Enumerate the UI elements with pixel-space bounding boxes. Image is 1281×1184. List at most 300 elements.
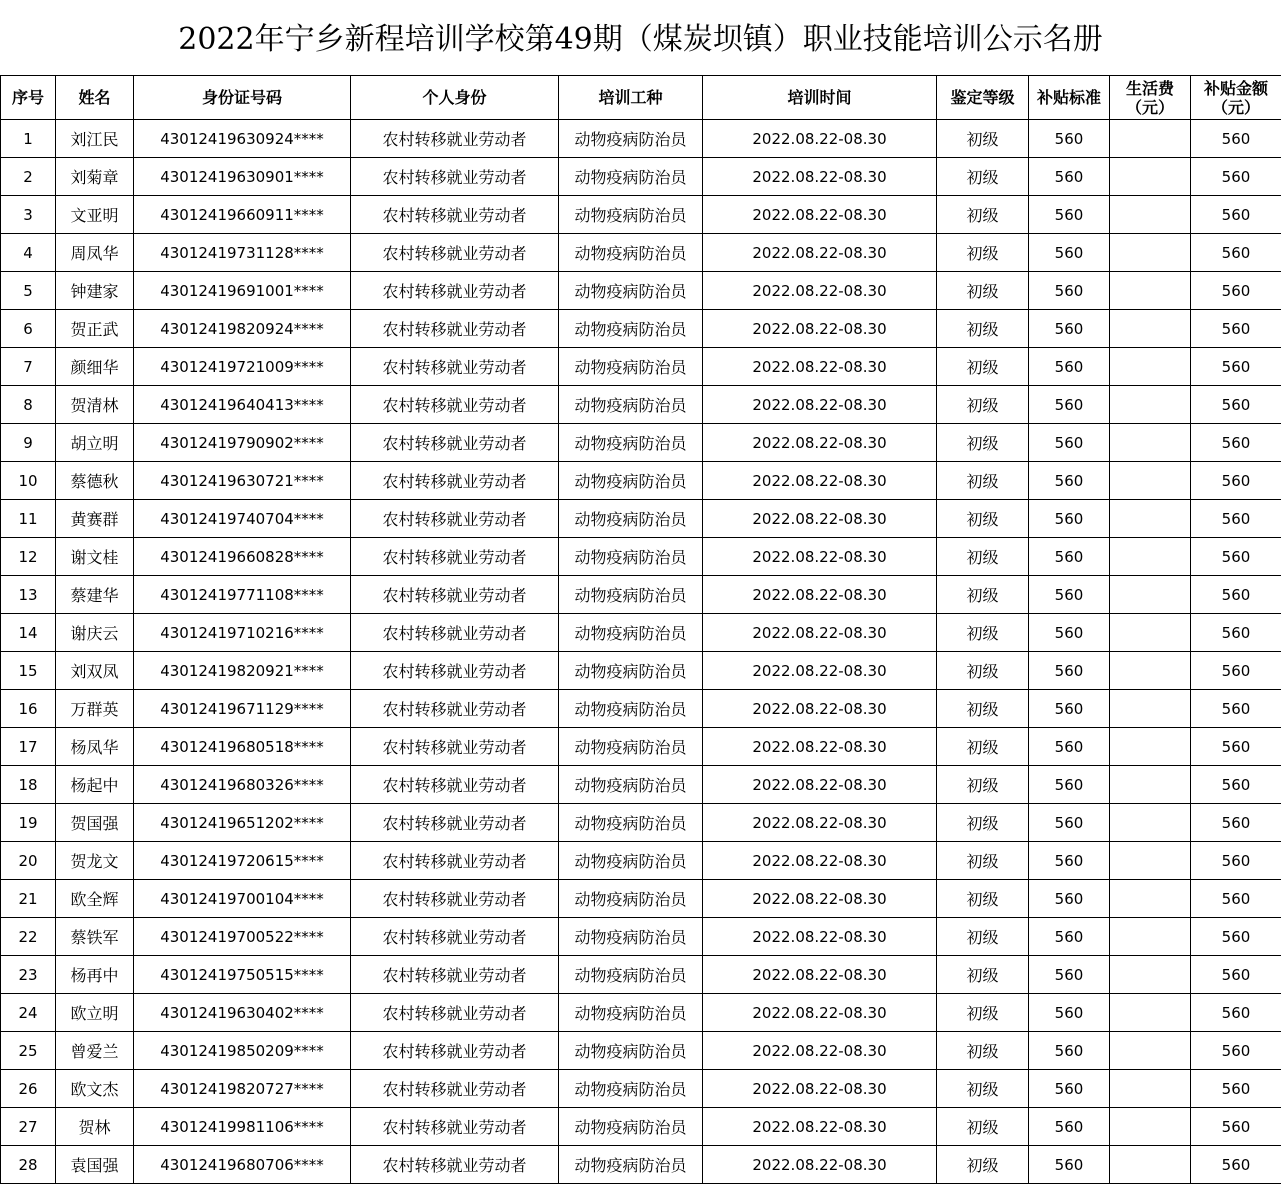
id-number-cell: 43012419630924**** — [134, 120, 351, 158]
trade-cell: 动物疫病防治员 — [559, 158, 703, 196]
name-cell: 贺龙文 — [56, 842, 134, 880]
table-row — [1, 196, 1281, 234]
identity-cell: 农村转移就业劳动者 — [351, 272, 559, 310]
index-cell: 1 — [1, 120, 56, 158]
subsidy-amount-cell: 560 — [1191, 310, 1281, 348]
identity-cell: 农村转移就业劳动者 — [351, 158, 559, 196]
name-cell: 蔡德秋 — [56, 462, 134, 500]
table-row — [1, 310, 1281, 348]
trade-cell: 动物疫病防治员 — [559, 1032, 703, 1070]
subsidy-amount-cell: 560 — [1191, 956, 1281, 994]
identity-cell: 农村转移就业劳动者 — [351, 538, 559, 576]
training-time-cell: 2022.08.22-08.30 — [703, 1108, 937, 1146]
subsidy-amount-cell: 560 — [1191, 462, 1281, 500]
subsidy-amount-cell: 560 — [1191, 158, 1281, 196]
index-cell: 22 — [1, 918, 56, 956]
subsidy-amount-cell: 560 — [1191, 348, 1281, 386]
table-row — [1, 272, 1281, 310]
table-row — [1, 842, 1281, 880]
living-expense-cell — [1110, 918, 1191, 956]
trade-cell: 动物疫病防治员 — [559, 424, 703, 462]
id-number-cell: 43012419820727**** — [134, 1070, 351, 1108]
trade-cell: 动物疫病防治员 — [559, 272, 703, 310]
subsidy-standard-cell: 560 — [1029, 272, 1110, 310]
identity-cell: 农村转移就业劳动者 — [351, 1070, 559, 1108]
name-cell: 曾爱兰 — [56, 1032, 134, 1070]
level-cell: 初级 — [937, 842, 1029, 880]
level-cell: 初级 — [937, 1146, 1029, 1184]
identity-cell: 农村转移就业劳动者 — [351, 918, 559, 956]
training-time-cell: 2022.08.22-08.30 — [703, 120, 937, 158]
subsidy-standard-cell: 560 — [1029, 956, 1110, 994]
subsidy-amount-cell: 560 — [1191, 1146, 1281, 1184]
id-number-cell: 43012419820921**** — [134, 652, 351, 690]
header-row — [1, 76, 1281, 120]
table-row — [1, 386, 1281, 424]
subsidy-standard-cell: 560 — [1029, 576, 1110, 614]
table-row — [1, 1032, 1281, 1070]
level-cell: 初级 — [937, 462, 1029, 500]
living-expense-cell — [1110, 842, 1191, 880]
subsidy-amount-cell: 560 — [1191, 842, 1281, 880]
level-cell: 初级 — [937, 880, 1029, 918]
level-cell: 初级 — [937, 120, 1029, 158]
index-cell: 27 — [1, 1108, 56, 1146]
name-cell: 杨起中 — [56, 766, 134, 804]
level-cell: 初级 — [937, 766, 1029, 804]
table-row — [1, 880, 1281, 918]
living-expense-cell — [1110, 272, 1191, 310]
id-number-cell: 43012419630901**** — [134, 158, 351, 196]
subsidy-standard-cell: 560 — [1029, 158, 1110, 196]
index-cell: 15 — [1, 652, 56, 690]
id-number-cell: 43012419700104**** — [134, 880, 351, 918]
subsidy-amount-cell: 560 — [1191, 690, 1281, 728]
subsidy-standard-cell: 560 — [1029, 614, 1110, 652]
subsidy-standard-cell: 560 — [1029, 652, 1110, 690]
trade-cell: 动物疫病防治员 — [559, 576, 703, 614]
subsidy-amount-cell: 560 — [1191, 1032, 1281, 1070]
identity-cell: 农村转移就业劳动者 — [351, 994, 559, 1032]
training-time-cell: 2022.08.22-08.30 — [703, 918, 937, 956]
training-time-cell: 2022.08.22-08.30 — [703, 1032, 937, 1070]
living-expense-cell — [1110, 538, 1191, 576]
table-row — [1, 234, 1281, 272]
index-cell: 26 — [1, 1070, 56, 1108]
subsidy-standard-cell: 560 — [1029, 804, 1110, 842]
level-cell: 初级 — [937, 196, 1029, 234]
level-cell: 初级 — [937, 310, 1029, 348]
table-row — [1, 1108, 1281, 1146]
name-cell: 贺林 — [56, 1108, 134, 1146]
subsidy-standard-cell: 560 — [1029, 1032, 1110, 1070]
id-number-cell: 43012419721009**** — [134, 348, 351, 386]
id-number-cell: 43012419651202**** — [134, 804, 351, 842]
subsidy-standard-cell: 560 — [1029, 728, 1110, 766]
identity-cell: 农村转移就业劳动者 — [351, 120, 559, 158]
id-number-cell: 43012419771108**** — [134, 576, 351, 614]
subsidy-amount-cell: 560 — [1191, 234, 1281, 272]
name-cell: 黄赛群 — [56, 500, 134, 538]
living-expense-cell — [1110, 500, 1191, 538]
trade-cell: 动物疫病防治员 — [559, 196, 703, 234]
training-time-cell: 2022.08.22-08.30 — [703, 386, 937, 424]
id-number-cell: 43012419740704**** — [134, 500, 351, 538]
id-number-cell: 43012419720615**** — [134, 842, 351, 880]
trade-cell: 动物疫病防治员 — [559, 652, 703, 690]
training-time-cell: 2022.08.22-08.30 — [703, 956, 937, 994]
level-cell: 初级 — [937, 728, 1029, 766]
training-time-cell: 2022.08.22-08.30 — [703, 196, 937, 234]
training-time-cell: 2022.08.22-08.30 — [703, 234, 937, 272]
trade-cell: 动物疫病防治员 — [559, 614, 703, 652]
subsidy-amount-cell: 560 — [1191, 766, 1281, 804]
training-time-cell: 2022.08.22-08.30 — [703, 728, 937, 766]
index-cell: 17 — [1, 728, 56, 766]
name-cell: 刘江民 — [56, 120, 134, 158]
training-time-cell: 2022.08.22-08.30 — [703, 880, 937, 918]
living-expense-cell — [1110, 994, 1191, 1032]
living-expense-cell — [1110, 1108, 1191, 1146]
table-row — [1, 120, 1281, 158]
trade-cell: 动物疫病防治员 — [559, 462, 703, 500]
table-row — [1, 728, 1281, 766]
subsidy-amount-cell: 560 — [1191, 576, 1281, 614]
subsidy-standard-cell: 560 — [1029, 918, 1110, 956]
trade-cell: 动物疫病防治员 — [559, 120, 703, 158]
page-title: 2022年宁乡新程培训学校第49期（煤炭坝镇）职业技能培训公示名册 — [0, 0, 1281, 76]
level-cell: 初级 — [937, 614, 1029, 652]
name-cell: 贺正武 — [56, 310, 134, 348]
training-time-cell: 2022.08.22-08.30 — [703, 804, 937, 842]
subsidy-amount-cell: 560 — [1191, 804, 1281, 842]
index-cell: 23 — [1, 956, 56, 994]
identity-cell: 农村转移就业劳动者 — [351, 880, 559, 918]
index-cell: 19 — [1, 804, 56, 842]
index-cell: 5 — [1, 272, 56, 310]
identity-cell: 农村转移就业劳动者 — [351, 424, 559, 462]
id-number-cell: 43012419700522**** — [134, 918, 351, 956]
col-header-training-time: 培训时间 — [703, 76, 937, 120]
trade-cell: 动物疫病防治员 — [559, 842, 703, 880]
table-row — [1, 994, 1281, 1032]
id-number-cell: 43012419731128**** — [134, 234, 351, 272]
name-cell: 杨凤华 — [56, 728, 134, 766]
training-time-cell: 2022.08.22-08.30 — [703, 652, 937, 690]
table-row — [1, 538, 1281, 576]
index-cell: 9 — [1, 424, 56, 462]
trade-cell: 动物疫病防治员 — [559, 766, 703, 804]
living-expense-cell — [1110, 1032, 1191, 1070]
name-cell: 袁国强 — [56, 1146, 134, 1184]
name-cell: 杨再中 — [56, 956, 134, 994]
training-time-cell: 2022.08.22-08.30 — [703, 348, 937, 386]
training-time-cell: 2022.08.22-08.30 — [703, 272, 937, 310]
identity-cell: 农村转移就业劳动者 — [351, 310, 559, 348]
training-time-cell: 2022.08.22-08.30 — [703, 310, 937, 348]
table-row — [1, 1070, 1281, 1108]
subsidy-standard-cell: 560 — [1029, 500, 1110, 538]
id-number-cell: 43012419850209**** — [134, 1032, 351, 1070]
index-cell: 12 — [1, 538, 56, 576]
col-header-trade: 培训工种 — [559, 76, 703, 120]
table-row — [1, 766, 1281, 804]
subsidy-amount-cell: 560 — [1191, 994, 1281, 1032]
col-header-id-number: 身份证号码 — [134, 76, 351, 120]
training-time-cell: 2022.08.22-08.30 — [703, 424, 937, 462]
subsidy-standard-cell: 560 — [1029, 348, 1110, 386]
living-expense-cell — [1110, 728, 1191, 766]
name-cell: 欧立明 — [56, 994, 134, 1032]
level-cell: 初级 — [937, 956, 1029, 994]
table-row — [1, 500, 1281, 538]
identity-cell: 农村转移就业劳动者 — [351, 500, 559, 538]
index-cell: 13 — [1, 576, 56, 614]
table-row — [1, 1146, 1281, 1184]
level-cell: 初级 — [937, 234, 1029, 272]
identity-cell: 农村转移就业劳动者 — [351, 234, 559, 272]
id-number-cell: 43012419630402**** — [134, 994, 351, 1032]
table-row — [1, 158, 1281, 196]
subsidy-standard-cell: 560 — [1029, 196, 1110, 234]
identity-cell: 农村转移就业劳动者 — [351, 576, 559, 614]
name-cell: 钟建家 — [56, 272, 134, 310]
name-cell: 欧全辉 — [56, 880, 134, 918]
subsidy-amount-cell: 560 — [1191, 614, 1281, 652]
identity-cell: 农村转移就业劳动者 — [351, 728, 559, 766]
subsidy-amount-cell: 560 — [1191, 120, 1281, 158]
table-row — [1, 956, 1281, 994]
roster-table — [0, 75, 1281, 1184]
name-cell: 贺清林 — [56, 386, 134, 424]
id-number-cell: 43012419630721**** — [134, 462, 351, 500]
level-cell: 初级 — [937, 918, 1029, 956]
level-cell: 初级 — [937, 576, 1029, 614]
id-number-cell: 43012419691001**** — [134, 272, 351, 310]
living-expense-cell — [1110, 158, 1191, 196]
living-expense-cell — [1110, 652, 1191, 690]
name-cell: 蔡建华 — [56, 576, 134, 614]
subsidy-standard-cell: 560 — [1029, 120, 1110, 158]
col-header-living-expense: 生活费（元） — [1110, 76, 1191, 120]
name-cell: 周凤华 — [56, 234, 134, 272]
trade-cell: 动物疫病防治员 — [559, 1108, 703, 1146]
level-cell: 初级 — [937, 500, 1029, 538]
subsidy-amount-cell: 560 — [1191, 652, 1281, 690]
identity-cell: 农村转移就业劳动者 — [351, 842, 559, 880]
id-number-cell: 43012419680326**** — [134, 766, 351, 804]
col-header-name: 姓名 — [56, 76, 134, 120]
trade-cell: 动物疫病防治员 — [559, 348, 703, 386]
level-cell: 初级 — [937, 348, 1029, 386]
subsidy-amount-cell: 560 — [1191, 728, 1281, 766]
name-cell: 万群英 — [56, 690, 134, 728]
subsidy-amount-cell: 560 — [1191, 880, 1281, 918]
name-cell: 欧文杰 — [56, 1070, 134, 1108]
training-time-cell: 2022.08.22-08.30 — [703, 538, 937, 576]
subsidy-amount-cell: 560 — [1191, 424, 1281, 462]
training-time-cell: 2022.08.22-08.30 — [703, 614, 937, 652]
index-cell: 25 — [1, 1032, 56, 1070]
subsidy-amount-cell: 560 — [1191, 1108, 1281, 1146]
index-cell: 8 — [1, 386, 56, 424]
living-expense-cell — [1110, 234, 1191, 272]
training-time-cell: 2022.08.22-08.30 — [703, 500, 937, 538]
identity-cell: 农村转移就业劳动者 — [351, 804, 559, 842]
living-expense-cell — [1110, 956, 1191, 994]
living-expense-cell — [1110, 196, 1191, 234]
level-cell: 初级 — [937, 158, 1029, 196]
training-time-cell: 2022.08.22-08.30 — [703, 1070, 937, 1108]
training-time-cell: 2022.08.22-08.30 — [703, 766, 937, 804]
index-cell: 11 — [1, 500, 56, 538]
id-number-cell: 43012419660911**** — [134, 196, 351, 234]
living-expense-cell — [1110, 614, 1191, 652]
living-expense-cell — [1110, 880, 1191, 918]
roster-body — [1, 120, 1281, 1184]
living-expense-cell — [1110, 576, 1191, 614]
subsidy-standard-cell: 560 — [1029, 1070, 1110, 1108]
living-expense-cell — [1110, 424, 1191, 462]
training-time-cell: 2022.08.22-08.30 — [703, 690, 937, 728]
col-header-identity: 个人身份 — [351, 76, 559, 120]
identity-cell: 农村转移就业劳动者 — [351, 1108, 559, 1146]
identity-cell: 农村转移就业劳动者 — [351, 348, 559, 386]
subsidy-standard-cell: 560 — [1029, 842, 1110, 880]
table-row — [1, 614, 1281, 652]
training-time-cell: 2022.08.22-08.30 — [703, 576, 937, 614]
id-number-cell: 43012419710216**** — [134, 614, 351, 652]
level-cell: 初级 — [937, 690, 1029, 728]
living-expense-cell — [1110, 310, 1191, 348]
trade-cell: 动物疫病防治员 — [559, 500, 703, 538]
col-header-subsidy-amount: 补贴金额（元） — [1191, 76, 1281, 120]
name-cell: 贺国强 — [56, 804, 134, 842]
trade-cell: 动物疫病防治员 — [559, 994, 703, 1032]
name-cell: 谢庆云 — [56, 614, 134, 652]
subsidy-amount-cell: 560 — [1191, 500, 1281, 538]
id-number-cell: 43012419671129**** — [134, 690, 351, 728]
training-time-cell: 2022.08.22-08.30 — [703, 1146, 937, 1184]
trade-cell: 动物疫病防治员 — [559, 538, 703, 576]
table-row — [1, 424, 1281, 462]
table-row — [1, 690, 1281, 728]
subsidy-standard-cell: 560 — [1029, 462, 1110, 500]
identity-cell: 农村转移就业劳动者 — [351, 196, 559, 234]
col-header-subsidy-standard: 补贴标准 — [1029, 76, 1110, 120]
trade-cell: 动物疫病防治员 — [559, 234, 703, 272]
identity-cell: 农村转移就业劳动者 — [351, 1032, 559, 1070]
subsidy-amount-cell: 560 — [1191, 1070, 1281, 1108]
subsidy-standard-cell: 560 — [1029, 234, 1110, 272]
subsidy-standard-cell: 560 — [1029, 1108, 1110, 1146]
col-header-level: 鉴定等级 — [937, 76, 1029, 120]
name-cell: 蔡铁军 — [56, 918, 134, 956]
table-row — [1, 348, 1281, 386]
table-row — [1, 576, 1281, 614]
id-number-cell: 43012419750515**** — [134, 956, 351, 994]
name-cell: 文亚明 — [56, 196, 134, 234]
living-expense-cell — [1110, 766, 1191, 804]
identity-cell: 农村转移就业劳动者 — [351, 614, 559, 652]
trade-cell: 动物疫病防治员 — [559, 1070, 703, 1108]
level-cell: 初级 — [937, 1032, 1029, 1070]
subsidy-amount-cell: 560 — [1191, 538, 1281, 576]
subsidy-amount-cell: 560 — [1191, 386, 1281, 424]
training-time-cell: 2022.08.22-08.30 — [703, 994, 937, 1032]
index-cell: 4 — [1, 234, 56, 272]
name-cell: 颜细华 — [56, 348, 134, 386]
level-cell: 初级 — [937, 804, 1029, 842]
identity-cell: 农村转移就业劳动者 — [351, 766, 559, 804]
trade-cell: 动物疫病防治员 — [559, 918, 703, 956]
living-expense-cell — [1110, 1070, 1191, 1108]
training-time-cell: 2022.08.22-08.30 — [703, 158, 937, 196]
trade-cell: 动物疫病防治员 — [559, 690, 703, 728]
index-cell: 16 — [1, 690, 56, 728]
index-cell: 28 — [1, 1146, 56, 1184]
identity-cell: 农村转移就业劳动者 — [351, 462, 559, 500]
subsidy-standard-cell: 560 — [1029, 538, 1110, 576]
table-row — [1, 804, 1281, 842]
living-expense-cell — [1110, 348, 1191, 386]
living-expense-cell — [1110, 690, 1191, 728]
index-cell: 20 — [1, 842, 56, 880]
subsidy-standard-cell: 560 — [1029, 880, 1110, 918]
level-cell: 初级 — [937, 538, 1029, 576]
subsidy-standard-cell: 560 — [1029, 994, 1110, 1032]
table-row — [1, 918, 1281, 956]
level-cell: 初级 — [937, 1070, 1029, 1108]
id-number-cell: 43012419790902**** — [134, 424, 351, 462]
name-cell: 刘菊章 — [56, 158, 134, 196]
name-cell: 刘双凤 — [56, 652, 134, 690]
trade-cell: 动物疫病防治员 — [559, 310, 703, 348]
subsidy-standard-cell: 560 — [1029, 1146, 1110, 1184]
subsidy-amount-cell: 560 — [1191, 272, 1281, 310]
trade-cell: 动物疫病防治员 — [559, 1146, 703, 1184]
subsidy-standard-cell: 560 — [1029, 310, 1110, 348]
identity-cell: 农村转移就业劳动者 — [351, 386, 559, 424]
id-number-cell: 43012419680706**** — [134, 1146, 351, 1184]
index-cell: 7 — [1, 348, 56, 386]
training-time-cell: 2022.08.22-08.30 — [703, 842, 937, 880]
level-cell: 初级 — [937, 424, 1029, 462]
index-cell: 10 — [1, 462, 56, 500]
level-cell: 初级 — [937, 994, 1029, 1032]
id-number-cell: 43012419981106**** — [134, 1108, 351, 1146]
trade-cell: 动物疫病防治员 — [559, 880, 703, 918]
index-cell: 21 — [1, 880, 56, 918]
level-cell: 初级 — [937, 386, 1029, 424]
living-expense-cell — [1110, 1146, 1191, 1184]
identity-cell: 农村转移就业劳动者 — [351, 956, 559, 994]
living-expense-cell — [1110, 386, 1191, 424]
level-cell: 初级 — [937, 652, 1029, 690]
subsidy-standard-cell: 560 — [1029, 690, 1110, 728]
index-cell: 24 — [1, 994, 56, 1032]
col-header-index: 序号 — [1, 76, 56, 120]
index-cell: 14 — [1, 614, 56, 652]
name-cell: 胡立明 — [56, 424, 134, 462]
level-cell: 初级 — [937, 1108, 1029, 1146]
table-row — [1, 652, 1281, 690]
subsidy-amount-cell: 560 — [1191, 196, 1281, 234]
id-number-cell: 43012419640413**** — [134, 386, 351, 424]
living-expense-cell — [1110, 804, 1191, 842]
trade-cell: 动物疫病防治员 — [559, 956, 703, 994]
table-row — [1, 462, 1281, 500]
